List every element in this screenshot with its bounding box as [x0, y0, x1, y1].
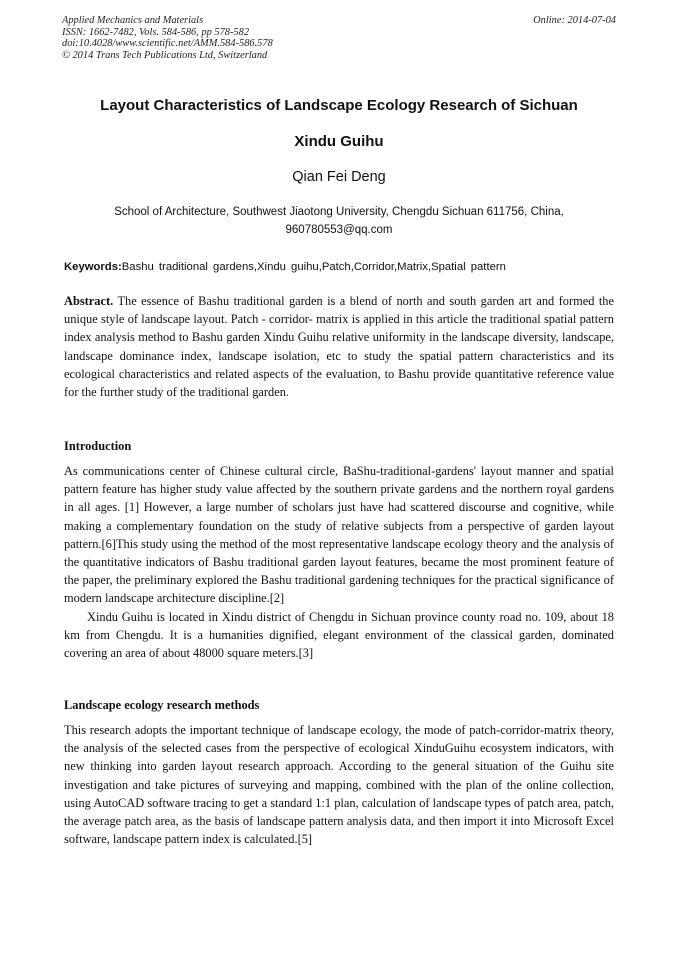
- methods-paragraph-1: This research adopts the important technique of landscape ecology, the mode of patch-corridor-matrix theory, the analysis of the selected cases from the perspective of ecological XinduGuihu ecosystem indicators, with new thinking into garden layout research approach. According to the general situation of the Guihu site investigation and take pictures of surveying and mapping, combined with the plan of the online collection, using AutoCAD software tracing to get a standard 1:1 plan, calculation of landscape types of patch area, patch, the average patch area, as the basis of landscape pattern analysis data, and then import it into Microsoft Excel software, landscape pattern index is calculated.[5]: [64, 723, 614, 847]
- methods-heading: Landscape ecology research methods: [64, 698, 260, 712]
- keywords: [64, 260, 616, 275]
- introduction-body: [64, 462, 614, 662]
- keywords-label: Keywords:: [64, 261, 122, 273]
- introduction-heading: Introduction: [64, 439, 132, 453]
- abstract: [64, 292, 614, 401]
- online-date: Online: 2014-07-04: [533, 15, 616, 26]
- methods-body: [64, 721, 614, 848]
- issn-line: ISSN: 1662-7482, Vols. 584-586, pp 578-582: [62, 26, 250, 38]
- title-line-1: Layout Characteristics of Landscape Ecology Research of Sichuan: [100, 97, 578, 114]
- copyright-line: © 2014 Trans Tech Publications Ltd, Switzerland: [62, 49, 268, 61]
- doi-line: doi:10.4028/www.scientific.net/AMM.584-586.578: [62, 38, 273, 50]
- paper-title: [62, 88, 616, 160]
- affiliation: [62, 203, 616, 239]
- author-name: Qian Fei Deng: [292, 169, 386, 185]
- journal-name: Applied Mechanics and Materials: [62, 15, 204, 26]
- journal-header: [62, 15, 616, 61]
- title-line-2: Xindu Guihu: [294, 133, 384, 150]
- keywords-text: Bashu traditional gardens,Xindu guihu,Patch,Corridor,Matrix,Spatial pattern: [121, 261, 506, 273]
- abstract-label: Abstract.: [64, 294, 114, 308]
- introduction-paragraph-2: Xindu Guihu is located in Xindu district of Chengdu in Sichuan province county road no. 109, about 18 km from Chengdu. It is a humanities dignified, elegant environment of the classical garden, dominated covering an area of about 48000 square meters.[3]: [64, 609, 614, 661]
- author-email: 960780553@qq.com: [285, 224, 393, 236]
- affiliation-line: School of Architecture, Southwest Jiaotong University, Chengdu Sichuan 611756, China,: [114, 206, 564, 218]
- abstract-text: The essence of Bashu traditional garden is a blend of north and south garden art and formed the unique style of landscape layout. Patch - corridor- matrix is applied in this article the traditional spatial pattern index analysis method to Bashu garden Xindu Guihu relative uniformity in the landscape diversity, landscape, landscape dominance index, landscape isolation, etc to study the spatial pattern characteristics and its ecological characteristics and related aspects of the evaluation, to Bashu provide quantitative reference value for the further study of the traditional garden.: [64, 294, 614, 400]
- introduction-paragraph-1: As communications center of Chinese cultural circle, BaShu-traditional-gardens' layout manner and spatial pattern feature has higher study value affected by the southern private gardens and the northern royal gardens in all ages. [1] However, a large number of scholars just have had scattered discourse and cognitive, while making a complementary foundation on the study of relative subjects from a perspective of garden layout pattern.[6]This study using the method of the most representative landscape ecology theory and the analysis of the quantitative indicators of Bashu traditional garden layout features, became the most prominent feature of the paper, the preliminary explored the Bashu traditional gardening techniques for the practical significance of modern landscape architecture discipline.[2]: [64, 464, 614, 606]
